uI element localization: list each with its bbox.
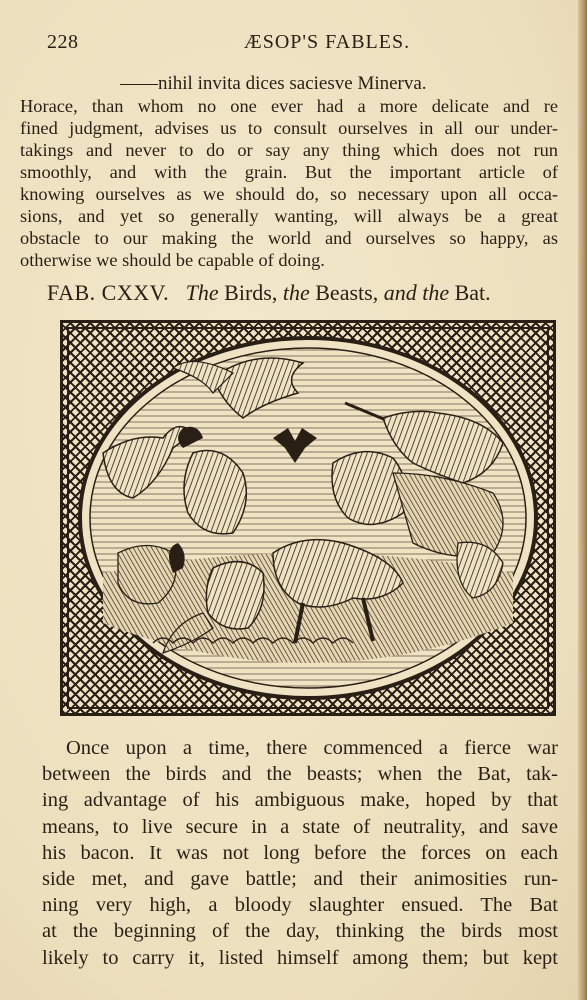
title-word: the <box>282 280 310 305</box>
text-line: ing advantage of his ambiguous make, hoped by that <box>42 789 558 812</box>
text-line: knowing ourselves as we should do, so necessary upon all occa- <box>20 184 558 204</box>
text-line: means, to live secure in a state of neutrality, and save <box>42 815 558 838</box>
text-line: ning very high, a bloody slaughter ensued. The Bat <box>42 894 558 917</box>
fable-title <box>47 280 557 306</box>
cock <box>206 562 264 629</box>
text-line: side met, and gave battle; and their animosities run- <box>42 868 558 891</box>
commentary-paragraph <box>20 95 558 271</box>
woodcut-scene <box>63 323 553 713</box>
latin-epigraph: ——nihil invita dices saciesve Minerva. <box>120 73 427 94</box>
text-line: fined judgment, advises us to consult ourselves in all our under- <box>20 118 558 138</box>
lion <box>332 452 406 525</box>
running-title: ÆSOP'S FABLES. <box>243 31 411 53</box>
text-line: Horace, than whom no one ever had a more delicate and re <box>20 96 558 116</box>
running-header <box>47 31 527 55</box>
text-line: obstacle to our making the world and ourselves so happy, as <box>20 228 558 248</box>
page-edge <box>578 0 587 1000</box>
text-line: Once upon a time, there commenced a fierce war <box>66 737 558 759</box>
text-line: smoothly, and with the grain. But the important article of <box>20 162 558 182</box>
page-number: 228 <box>47 31 79 53</box>
text-line: takings and never to do or say any thing which does not run <box>20 140 558 160</box>
text-line: his bacon. It was not long before the forces on each <box>42 841 558 864</box>
woodcut-illustration <box>60 320 556 716</box>
text-line: at the beginning of the day, thinking the birds most <box>42 920 558 943</box>
text-line: likely to carry it, listed himself among them; but kept <box>42 946 558 969</box>
text-line: sions, and yet so generally wanting, will always be a great <box>20 206 558 226</box>
title-word: Birds, <box>224 280 278 305</box>
title-word: and the <box>383 280 450 305</box>
title-word: Bat. <box>454 280 491 305</box>
title-word: The <box>185 280 219 305</box>
fable-number: FAB. CXXV. <box>47 280 170 305</box>
text-line: otherwise we should be capable of doing. <box>20 250 325 270</box>
text-line: between the birds and the beasts; when the Bat, tak- <box>42 763 558 786</box>
title-word: Beasts, <box>315 280 379 305</box>
fable-text <box>42 735 558 971</box>
